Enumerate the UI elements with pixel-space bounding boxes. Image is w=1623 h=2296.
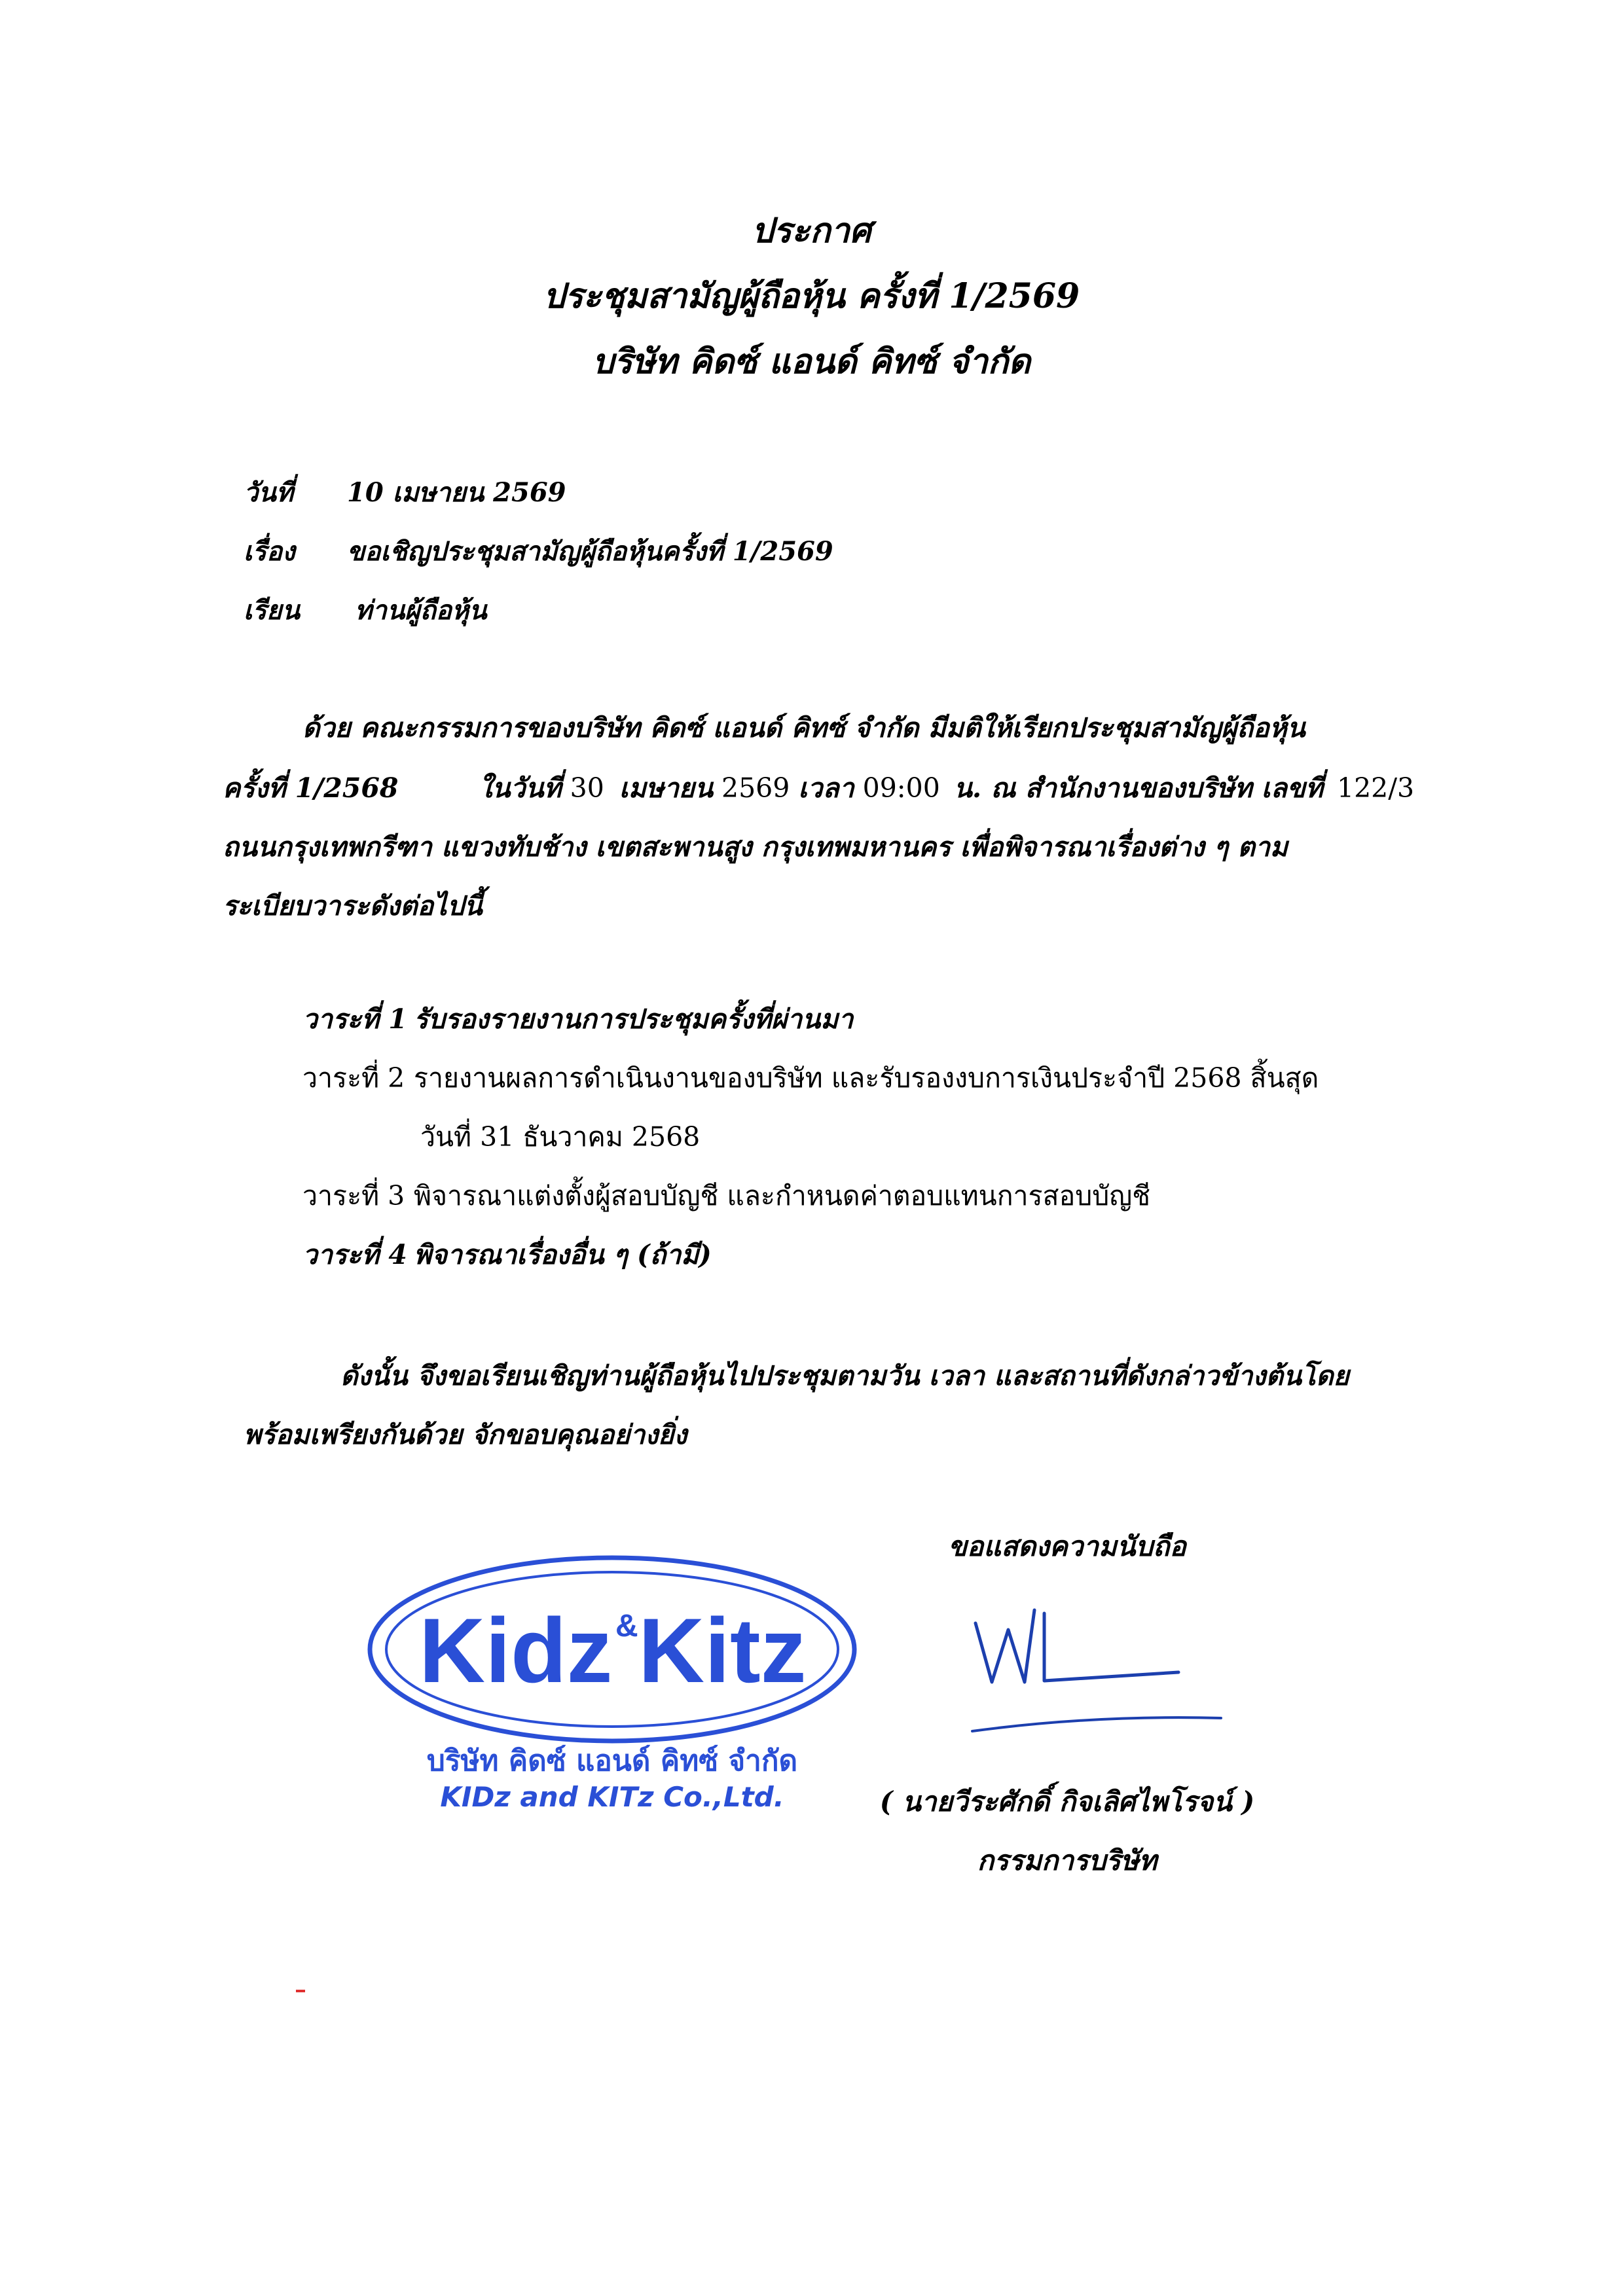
agenda-item-2-cont: วันที่ 31 ธันวาคม 2568	[420, 1121, 701, 1153]
agenda-item-4	[302, 1234, 712, 1276]
announcement-title: ประกาศ	[752, 211, 871, 251]
agenda-text: พิจารณาเรื่องอื่น ๆ (ถ้ามี)	[414, 1239, 712, 1270]
meeting-month: เมษายน	[619, 772, 713, 804]
company-stamp	[357, 1545, 867, 1820]
to-value: ท่านผู้ถือหุ้น	[355, 595, 487, 626]
meeting-number: ครั้งที่ 1/2568	[223, 772, 399, 804]
meeting-year: 2569	[721, 772, 790, 804]
agenda-number: วาระที่ 2	[302, 1062, 405, 1094]
stamp-logo-kidz: Kidz	[419, 1599, 613, 1702]
closing-line-1: ดังนั้น จึงขอเรียนเชิญท่านผู้ถือหุ้นไปประชุมตามวัน เวลา และสถานที่ดังกล่าวข้างต้นโดย	[340, 1360, 1349, 1391]
regards-text: ขอแสดงความนับถือ	[948, 1530, 1186, 1562]
stamp-logo-kitz: Kitz	[638, 1599, 807, 1702]
agenda-text: พิจารณาแต่งตั้งผู้สอบบัญชี และกำหนดค่าตอบแทนการสอบบัญชี	[414, 1180, 1151, 1211]
to-label: เรียน	[244, 595, 300, 626]
company-title: บริษัท คิดซ์ แอนด์ คิทซ์ จำกัด	[592, 342, 1031, 382]
venue-label: น. ณ สำนักงานของบริษัท เลขที่	[953, 772, 1323, 804]
meeting-time: 09:00	[862, 772, 940, 804]
subject-label: เรื่อง	[244, 536, 295, 567]
red-mark	[296, 1990, 305, 1992]
body-line-3: ถนนกรุงเทพกรีฑา แขวงทับช้าง เขตสะพานสูง กรุงเทพมหานคร เพื่อพิจารณาเรื่องต่าง ๆ ตาม	[223, 831, 1288, 863]
agenda-number: วาระที่ 4	[302, 1239, 407, 1270]
subject-row	[244, 530, 833, 572]
signer-position: กรรมการบริษัท	[977, 1844, 1158, 1876]
body-line-4: ระเบียบวาระดังต่อไปนี้	[223, 890, 483, 922]
signer-name: ( นายวีระศักดิ์ กิจเลิศไพโรจน์ )	[879, 1785, 1255, 1818]
agenda-number: วาระที่ 1	[302, 1003, 407, 1035]
date-row	[244, 471, 566, 513]
stamp-thai-name: บริษัท คิดซ์ แอนด์ คิทซ์ จำกัด	[426, 1744, 798, 1778]
agenda-text: รับรองรายงานการประชุมครั้งที่ผ่านมา	[414, 1003, 854, 1035]
agenda-number: วาระที่ 3	[302, 1180, 405, 1211]
meeting-day: 30	[570, 772, 604, 804]
agenda-item-3	[302, 1175, 1150, 1217]
stamp-logo-amp: &	[615, 1609, 638, 1643]
agenda-text: รายงานผลการดำเนินงานของบริษัท และรับรองงบการเงินประจำปี 2568 สิ้นสุด	[414, 1062, 1319, 1094]
address-number: 122/3	[1336, 772, 1415, 804]
on-date-label: ในวันที่	[479, 772, 562, 804]
date-label: วันที่	[244, 477, 294, 508]
agenda-item-1	[302, 998, 853, 1041]
closing-line-2: พร้อมเพรียงกันด้วย จักขอบคุณอย่างยิ่ง	[244, 1419, 687, 1450]
stamp-english-name: KIDz and KITz Co.,Ltd.	[440, 1781, 784, 1813]
to-row	[244, 589, 487, 631]
agenda-item-2	[302, 1057, 1319, 1100]
date-value: 10 เมษายน 2569	[347, 477, 566, 508]
body-line-2	[223, 767, 1414, 810]
handwritten-signature	[962, 1584, 1237, 1748]
body-line-1: ด้วย คณะกรรมการของบริษัท คิดซ์ แอนด์ คิทซ์ จำกัด มีมติให้เรียกประชุมสามัญผู้ถือหุ้น	[302, 712, 1305, 744]
meeting-title: ประชุมสามัญผู้ถือหุ้น ครั้งที่ 1/2569	[543, 276, 1080, 316]
time-label: เวลา	[798, 772, 854, 804]
subject-value: ขอเชิญประชุมสามัญผู้ถือหุ้นครั้งที่ 1/2569	[347, 536, 833, 567]
